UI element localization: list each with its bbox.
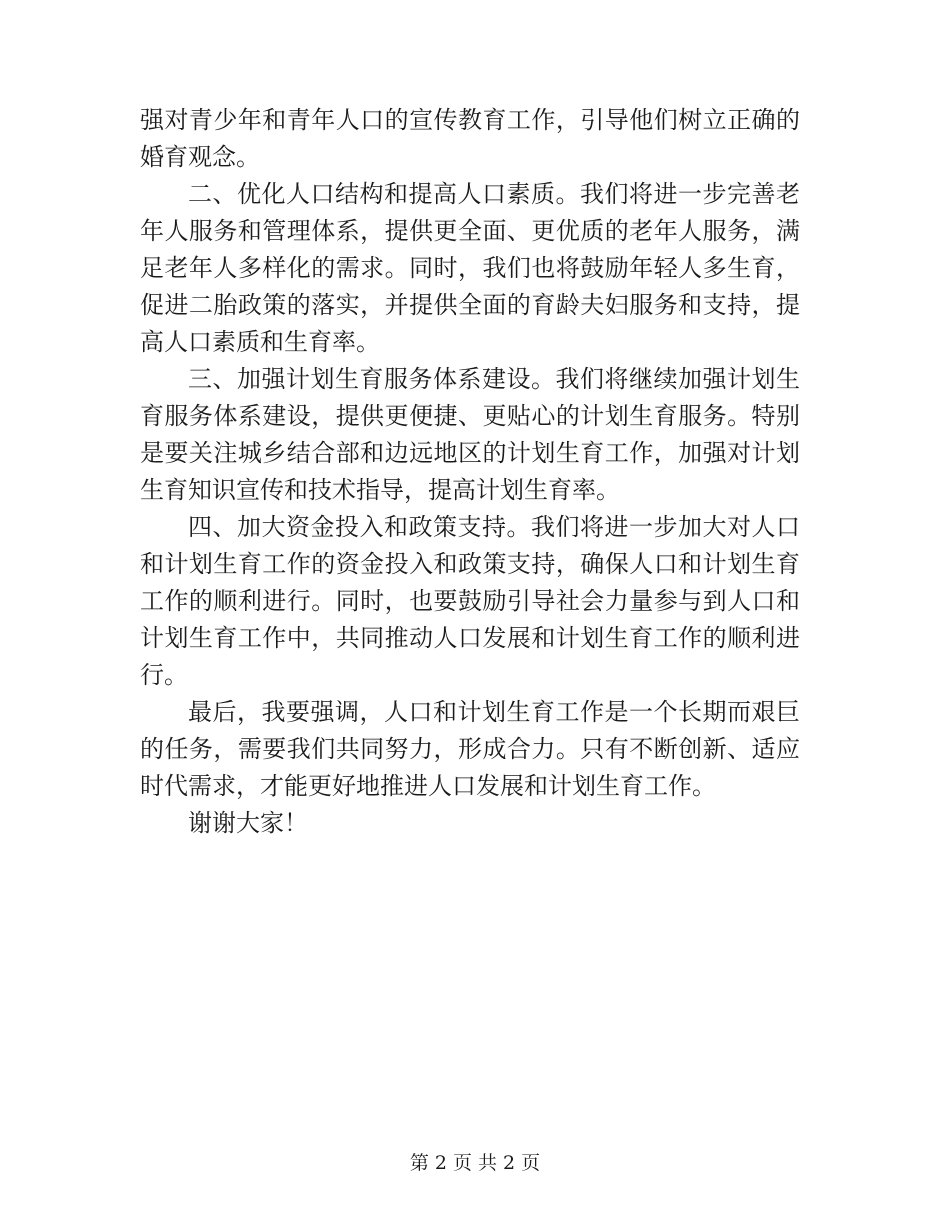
paragraph-family-planning-service: 三、加强计划生育服务体系建设。我们将继续加强计划生育服务体系建设，提供更便捷、更贴心的计划生育服务。特别是要关注城乡结合部和边远地区的计划生育工作，加强对计划生育知识宣传和技术指导，提高计划生育率。 (140, 365, 800, 504)
paragraph-conclusion: 最后，我要强调，人口和计划生育工作是一个长期而艰巨的任务，需要我们共同努力，形成合力。只有不断创新、适应时代需求，才能更好地推进人口发展和计划生育工作。 (140, 698, 800, 800)
paragraph-population-structure: 二、优化人口结构和提高人口素质。我们将进一步完善老年人服务和管理体系，提供更全面、更优质的老年人服务，满足老年人多样化的需求。同时，我们也将鼓励年轻人多生育，促进二胎政策的落实，并提供全面的育龄夫妇服务和支持，提高人口素质和生育率。 (140, 180, 800, 356)
paragraph-funding-policy: 四、加大资金投入和政策支持。我们将进一步加大对人口和计划生育工作的资金投入和政策支持，确保人口和计划生育工作的顺利进行。同时，也要鼓励引导社会力量参与到人口和计划生育工作中，共同推动人口发展和计划生育工作的顺利进行。 (140, 513, 800, 689)
page-number-footer: 第 2 页 共 2 页 (409, 1152, 541, 1174)
paragraph-thanks: 谢谢大家！ (188, 809, 308, 837)
document-body (140, 102, 800, 842)
paragraph-continuation: 强对青少年和青年人口的宣传教育工作，引导他们树立正确的婚育观念。 (140, 106, 800, 171)
